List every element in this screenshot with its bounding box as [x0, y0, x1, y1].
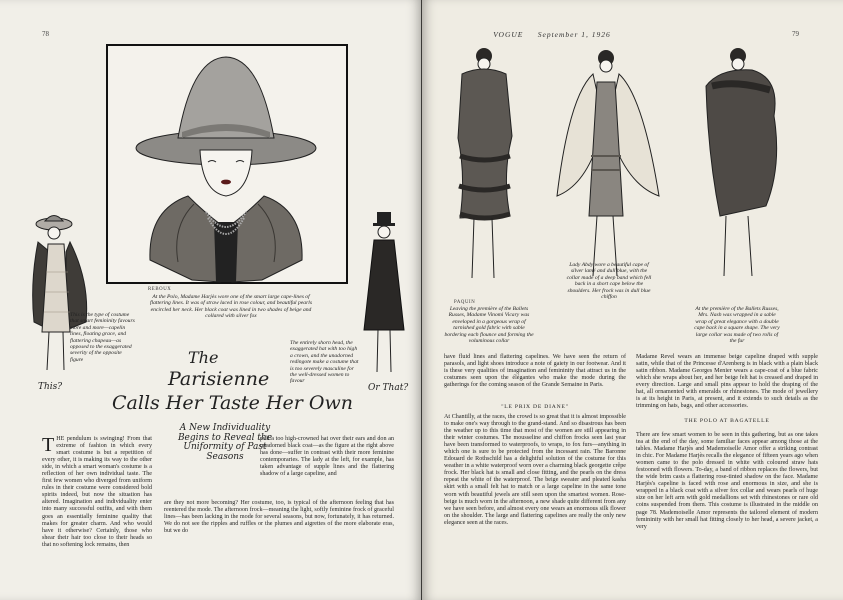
article-column-3-bottom: At Chantilly, at the races, the crowd is so great that it is almost impossible to make one's way through to the grand-stand. And so disastrous has been the weather up to this time that most of the women are still appearing in their winter costumes. The mousseline and chiffon frocks seen last year have been transformed to waterproofs, to wraps, to fox furs—anything in which one is sure to be protected from the incessant rain. The Baronne Edouard de Rothschild has a delightful solution of the costume for this weather in a white waterproof worn over a charming black georgette crêpe frock. Her black hat is small and close fitting, and the pearls on the dress repeat the white of the waterproof. The beige sweater and pleated kasha skirt with a small felt hat to match or a large capeline in the same tone worn with beautiful jewels are still seen upon the smartest women. Rose-beige is much worn in the afternoon, a new shade quite different from any we have seen before, and almost every one wears an enormous silk flower on the shoulder. The large and flattering capelines are really the only new elegance seen at the races.	[444, 414, 626, 526]
sable-collar-figure	[696, 46, 786, 291]
woman-capeline-illustration	[108, 46, 346, 282]
photo-credit-reboux: REBOUX	[148, 287, 172, 292]
headline-line-3: Calls Her Taste Her Own	[112, 392, 353, 414]
label-this: This?	[38, 382, 63, 392]
page-number-right: 79	[792, 30, 799, 38]
deck-line-1: A New Individuality	[179, 423, 271, 433]
caption-that-figure: The entirely shorn head, the exaggerated hat with too high a crown, and the unadorned redingote make a costume that is too severely masculine for the well-dressed women to favour	[290, 340, 359, 385]
right-page	[422, 0, 843, 600]
left-page	[0, 0, 421, 600]
caption-figure-1: Leaving the première of the Ballets Russes, Madame Vinomi Vicary was enveloped in a gorgeous wrap of tarnished gold fabric with sable bordering each flounce and forming the voluminous collar	[444, 306, 534, 345]
caption-figure-3: At the première of the Ballets Russes, Mrs. Nash was wrapped in a sable wrap of great elegance with a double cape back in a square shape. The very large collar was made of two rolls of the fur	[694, 306, 780, 345]
sable-wrap-figure	[452, 46, 518, 291]
headline-line-1: The	[188, 348, 219, 367]
drop-cap: T	[42, 434, 55, 456]
silver-cape-figure	[547, 46, 665, 291]
photo-credit-paquin: PAQUIN	[454, 300, 476, 305]
article-column-1-text: HE pendulum is swinging! From that extreme of fashion in which every smart costume is but a repetition of every other, it is making its way to the other side, in which a smart woman's costume is a reflection of her own individual taste. The first few women who diverged from uniform rules in their costume were considered bold spirits indeed, but now the situation has altered. Imagination and individuality enter into many successful outfits, and with them goes an essentially feminine quality that makes for greater charm. And who would have it otherwise? Certainly, those who shear their hair too close to their heads so that no softening lock remains, then	[42, 436, 152, 548]
deck-line-2: Begins to Reveal the	[177, 432, 273, 443]
article-column-1	[42, 434, 152, 548]
label-that: Or That?	[368, 383, 409, 393]
caption-this-figure: This is the type of costume that smart femininity favours more and more—capelin lines, floating grace, and flattering chapeau—as opposed to the exaggerated severity of the opposite figure	[70, 312, 135, 363]
running-head: VOGUE September 1, 1926	[493, 30, 611, 39]
subhead-prix-de-diane: "LE PRIX DE DIANE"	[501, 404, 569, 410]
article-column-2-top: pull a too high-crowned hat over their ears and don an unadorned black coat—as the figure at the right above has done—suffer in contrast with their more feminine contemporaries. The lady at the left, for example, has taken advantage of supple lines and the flattering shadow of a large capeline, and	[260, 436, 394, 478]
subhead-polo-at-bagatelle: THE POLO AT BAGATELLE	[684, 418, 770, 424]
article-column-4-bottom: There are few smart women to be seen in this gathering, but as one takes tea at the end of the day, some familiar faces appear among those at the tables. Madame Harjès and Mademoiselle Amor offer a striking contrast in chic. For Madame Harjès recalls the elegance of fifteen years ago when women came to the polo dressed in white with coloured straw hats festooned with flowers. To-day, a band of ribbon replaces the flowers, but the wide brim casts a flattering rose-tinted shadow on the face. Madame Harjès's capeline is faced with rose and enormous in size, and she is wrapped in a black coat with a silver fox collar and wears pearls of huge size on her left arm with gold medallions set with rhinestones or rare old coins suspended from them. This costume is illustrated in the middle on page 78. Mademoiselle Amor represents the tailored element of modern femininity with her small hat fitting closely to her head, a severe jacket, a very	[636, 432, 818, 530]
masculine-figure-illustration	[360, 212, 410, 382]
headline-line-2: Parisienne	[168, 368, 270, 390]
article-column-4-top: Madame Revel wears an immense beige capeline draped with supple satin, while that of the Princesse d'Arenberg is in black with a plain black satin ribbon. Madame Georges Menier wears a cape-coat of a blue fabric which she wraps about her, and her beige felt hat is creased and draped in every direction. Large and small pins appear to hold the draping of the hat, all ornamented with emeralds or rhinestones. The mode of jewellery is at its height in Paris, at present, and it extends to such details as the trimming on hats, bags, and other accessories.	[636, 354, 818, 410]
deck-line-4: Seasons	[206, 451, 244, 462]
article-column-2-bottom: are they not more becoming? Her costume, too, is typical of the afternoon feeling that has reentered the mode. The afternoon frock—meaning the light, softly feminine frock of graceful lines—has been lacking in the mode for several seasons, but now, fortunately, it has returned. We do not see the ripples and ruffles or the plumes and aigrettes of the more elaborate eras, but we do	[164, 500, 394, 535]
deck-line-3: Uniformity of Past	[183, 442, 267, 452]
main-illustration-frame	[106, 44, 348, 284]
article-column-3-top: have fluid lines and flattering capelines. We have seen the return of parasols, and light shoes introduce a note of gaiety in our footwear. And it is these very qualities of imagination and femininity that attract us in the costumes seen upon the élégantes who make the mode during the gatherings for the coming season of the Grande Semaine in Paris.	[444, 354, 626, 389]
caption-figure-2: Lady Abdy wore a beautiful cape of silver lamé and dull blue, with the collar made of a deep band which fell back in a short cape below the shoulders. Her frock was in dull blue chiffon	[566, 262, 652, 301]
page-number-left: 78	[42, 30, 49, 38]
main-illustration-caption: At the Polo, Madame Harjès wore one of the smart large cape-lines of flattering lines. It was of straw laced in rose colour, and beautiful pearls encircled her neck. Her black coat was lined in two shades of beige and collared with silver fox	[149, 294, 312, 320]
